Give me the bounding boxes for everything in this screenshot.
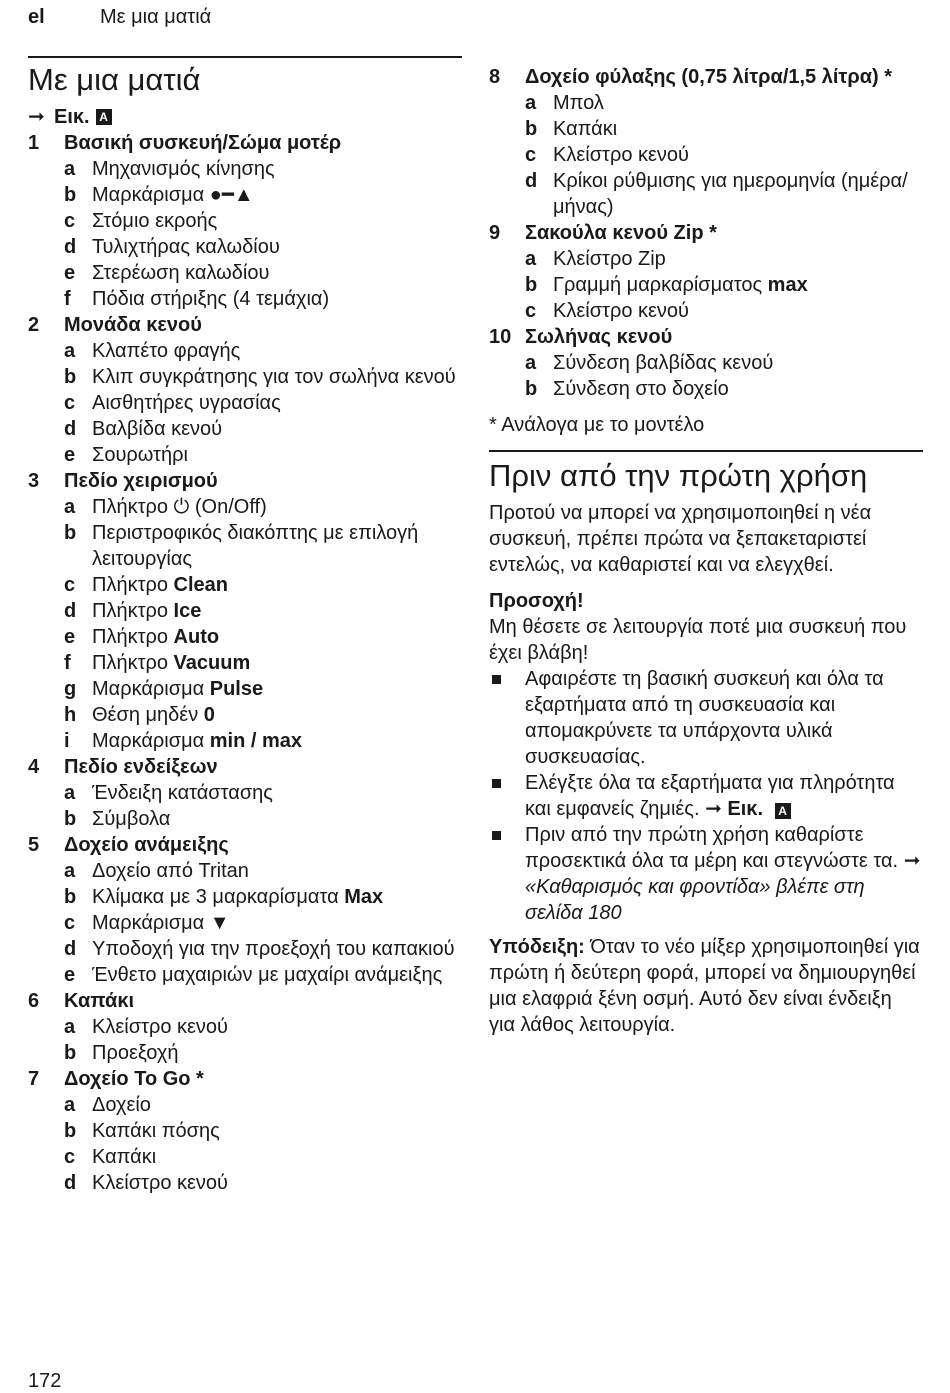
figure-reference bbox=[28, 104, 462, 130]
figure-letter-badge: A bbox=[96, 109, 112, 125]
intro-paragraph: Προτού να μπορεί να χρησιμοποιηθεί η νέα συσκευή, πρέπει πρώτα να ξεπακεταριστεί εντελώς, να καθαριστεί και να ελεγχθεί. bbox=[489, 502, 872, 576]
parts-list-left bbox=[28, 130, 462, 1196]
item-text: Κλιπ συγκράτησης για τον σωλήνα κενού bbox=[92, 366, 456, 388]
figure-ref-label: Εικ. bbox=[727, 798, 764, 820]
item-letter: d bbox=[64, 418, 77, 440]
list-item bbox=[28, 208, 462, 234]
item-label-bold: Pulse bbox=[209, 678, 264, 700]
item-letter: d bbox=[64, 1172, 77, 1194]
list-item bbox=[489, 168, 923, 220]
item-text: Αισθητήρες υγρασίας bbox=[92, 392, 281, 414]
item-text: Στερέωση καλωδίου bbox=[92, 262, 270, 284]
item-text: Μαρκάρισμα bbox=[92, 678, 210, 700]
page-header bbox=[28, 6, 212, 29]
item-letter: a bbox=[64, 1094, 76, 1116]
arrow-right-icon: ➞ bbox=[28, 106, 45, 128]
list-item bbox=[489, 298, 923, 324]
item-letter: a bbox=[64, 782, 76, 804]
item-text: Ένδειξη κατάστασης bbox=[92, 782, 273, 804]
list-item bbox=[28, 702, 462, 728]
item-text: Προεξοχή bbox=[92, 1042, 179, 1064]
list-item bbox=[28, 156, 462, 182]
item-letter: c bbox=[64, 574, 76, 596]
part-group bbox=[489, 324, 923, 350]
item-text: Κλείστρο κενού bbox=[92, 1172, 228, 1194]
model-footnote: * Ανάλογα με το μοντέλο bbox=[489, 414, 705, 436]
item-letter: g bbox=[64, 678, 77, 700]
item-letter: e bbox=[64, 964, 76, 986]
list-item bbox=[28, 416, 462, 442]
list-item bbox=[489, 272, 923, 298]
item-letter: c bbox=[64, 392, 76, 414]
section-heading-overview: Με μια ματιά bbox=[28, 62, 201, 97]
list-item bbox=[28, 884, 462, 910]
list-item bbox=[28, 182, 462, 208]
item-label-bold: Auto bbox=[173, 626, 220, 648]
item-text: Στόμιο εκροής bbox=[92, 210, 218, 232]
list-item bbox=[489, 666, 923, 770]
item-letter: a bbox=[64, 158, 76, 180]
item-text: Πλήκτρο ⏻ (On/Off) bbox=[92, 496, 267, 518]
bullet-text: Πριν από την πρώτη χρήση καθαρίστε προσεκτικά όλα τα μέρη και στεγνώστε τα. bbox=[525, 824, 899, 872]
item-letter: e bbox=[64, 262, 76, 284]
part-number: 8 bbox=[489, 66, 501, 88]
part-title: Μονάδα κενού bbox=[64, 314, 202, 336]
list-item bbox=[28, 624, 462, 650]
list-item bbox=[28, 520, 462, 572]
list-item bbox=[489, 142, 923, 168]
parts-list-right bbox=[489, 64, 923, 402]
list-item bbox=[28, 364, 462, 390]
item-label-bold: max bbox=[767, 274, 808, 296]
item-text: Σύνδεση στο δοχείο bbox=[553, 378, 729, 400]
item-text: Πλήκτρο bbox=[92, 626, 174, 648]
item-label-bold: Vacuum bbox=[173, 652, 251, 674]
part-number: 4 bbox=[28, 756, 40, 778]
item-letter: b bbox=[64, 886, 77, 908]
item-text: Κλίμακα με 3 μαρκαρίσματα bbox=[92, 886, 345, 908]
item-text: Κρίκοι ρύθμισης για ημερομηνία (ημέρα/μήνας) bbox=[553, 170, 908, 218]
header-title: Με μια ματιά bbox=[100, 6, 212, 28]
part-group bbox=[28, 754, 462, 780]
item-text: Κλείστρο κενού bbox=[553, 300, 689, 322]
part-group bbox=[489, 220, 923, 246]
list-item bbox=[489, 376, 923, 402]
figure-ref-label: Εικ. bbox=[54, 106, 90, 128]
item-letter: a bbox=[64, 496, 76, 518]
part-group bbox=[28, 130, 462, 156]
item-text: Κλαπέτο φραγής bbox=[92, 340, 241, 362]
list-item bbox=[28, 858, 462, 884]
item-letter: b bbox=[64, 808, 77, 830]
part-number: 10 bbox=[489, 326, 512, 348]
item-text: Κλείστρο Zip bbox=[553, 248, 666, 270]
tip-label: Υπόδειξη: bbox=[489, 936, 585, 958]
item-letter: b bbox=[64, 366, 77, 388]
item-text: Πόδια στήριξης (4 τεμάχια) bbox=[92, 288, 330, 310]
list-item bbox=[489, 90, 923, 116]
language-code: el bbox=[28, 6, 45, 28]
section-rule bbox=[28, 56, 462, 58]
item-text: Πλήκτρο bbox=[92, 652, 174, 674]
part-title: Βασική συσκευή/Σώμα μοτέρ bbox=[64, 132, 342, 154]
instruction-list bbox=[489, 666, 923, 926]
item-text: Ένθετο μαχαιριών με μαχαίρι ανάμειξης bbox=[92, 964, 443, 986]
list-item bbox=[28, 650, 462, 676]
part-title: Δοχείο φύλαξης (0,75 λίτρα/1,5 λίτρα) * bbox=[525, 66, 893, 88]
section-rule bbox=[489, 450, 923, 452]
cross-reference-link[interactable]: «Καθαρισμός και φροντίδα» βλέπε στη σελίδα 180 bbox=[525, 876, 865, 924]
item-letter: d bbox=[64, 236, 77, 258]
bullet-text: Αφαιρέστε τη βασική συσκευή και όλα τα εξαρτήματα από τη συσκευασία και απομακρύνετε τα υπάρχοντα υλικά συσκευασίας. bbox=[525, 668, 884, 768]
item-label-bold: Max bbox=[344, 886, 384, 908]
list-item bbox=[489, 770, 923, 822]
page-number: 172 bbox=[28, 1370, 62, 1392]
item-letter: a bbox=[525, 352, 537, 374]
list-item bbox=[28, 1092, 462, 1118]
figure-letter-badge: A bbox=[775, 803, 791, 819]
list-item bbox=[28, 494, 462, 520]
list-item bbox=[28, 806, 462, 832]
item-text: Υποδοχή για την προεξοχή του καπακιού bbox=[92, 938, 455, 960]
item-text: Καπάκι πόσης bbox=[92, 1120, 220, 1142]
bullet-square-icon bbox=[489, 770, 525, 822]
part-number: 2 bbox=[28, 314, 40, 336]
item-letter: b bbox=[64, 1120, 77, 1142]
item-letter: f bbox=[64, 288, 71, 310]
item-letter: f bbox=[64, 652, 71, 674]
part-title: Σωλήνας κενού bbox=[525, 326, 673, 348]
item-letter: b bbox=[525, 274, 538, 296]
item-letter: h bbox=[64, 704, 77, 726]
item-letter: d bbox=[64, 600, 77, 622]
item-label-bold: min / max bbox=[209, 730, 302, 752]
list-item bbox=[28, 962, 462, 988]
item-text: Πλήκτρο bbox=[92, 574, 174, 596]
item-text: Θέση μηδέν bbox=[92, 704, 204, 726]
item-text: Πλήκτρο bbox=[92, 600, 174, 622]
item-label-bold: Clean bbox=[173, 574, 228, 596]
list-item bbox=[489, 116, 923, 142]
list-item bbox=[489, 350, 923, 376]
list-item bbox=[28, 676, 462, 702]
list-item bbox=[489, 822, 923, 926]
item-text: Τυλιχτήρας καλωδίου bbox=[92, 236, 280, 258]
part-number: 7 bbox=[28, 1068, 40, 1090]
item-letter: c bbox=[64, 912, 76, 934]
bullet-square-icon bbox=[489, 666, 525, 770]
item-text: Βαλβίδα κενού bbox=[92, 418, 223, 440]
item-letter: b bbox=[64, 522, 77, 544]
tip-text: Όταν το νέο μίξερ χρησιμοποιηθεί για πρώτη ή δεύτερη φορά, μπορεί να δημιουργηθεί μια ελαφριά ξένη οσμή. Αυτό δεν είναι ένδειξη για λάθος λειτουργία. bbox=[489, 936, 920, 1036]
list-item bbox=[28, 572, 462, 598]
part-number: 3 bbox=[28, 470, 40, 492]
list-item bbox=[28, 1040, 462, 1066]
list-item bbox=[28, 286, 462, 312]
part-group bbox=[28, 988, 462, 1014]
part-group bbox=[489, 64, 923, 90]
list-item bbox=[28, 338, 462, 364]
tip-paragraph bbox=[489, 934, 923, 1038]
list-item bbox=[28, 780, 462, 806]
item-text: Μαρκάρισμα ▼ bbox=[92, 912, 230, 934]
part-group bbox=[28, 468, 462, 494]
list-item bbox=[28, 234, 462, 260]
part-title: Πεδίο ενδείξεων bbox=[64, 756, 218, 778]
list-item bbox=[28, 260, 462, 286]
item-letter: b bbox=[525, 378, 538, 400]
item-letter: d bbox=[525, 170, 538, 192]
list-item bbox=[28, 390, 462, 416]
item-letter: a bbox=[64, 340, 76, 362]
list-item bbox=[28, 910, 462, 936]
list-item bbox=[28, 1170, 462, 1196]
item-letter: a bbox=[64, 1016, 76, 1038]
part-title: Δοχείο ανάμειξης bbox=[64, 834, 229, 856]
item-letter: b bbox=[64, 1042, 77, 1064]
item-letter: e bbox=[64, 626, 76, 648]
list-item bbox=[489, 246, 923, 272]
item-text: Δοχείο από Tritan bbox=[92, 860, 249, 882]
part-group bbox=[28, 1066, 462, 1092]
item-label-bold: 0 bbox=[203, 704, 215, 726]
list-item bbox=[28, 1014, 462, 1040]
item-letter: e bbox=[64, 444, 76, 466]
item-text: Καπάκι bbox=[92, 1146, 157, 1168]
item-letter: c bbox=[64, 210, 76, 232]
item-letter: a bbox=[525, 248, 537, 270]
part-number: 9 bbox=[489, 222, 501, 244]
bullet-square-icon bbox=[489, 822, 525, 926]
arrow-right-icon: ➞ bbox=[705, 798, 728, 820]
right-column bbox=[489, 64, 923, 1038]
part-title: Δοχείο To Go * bbox=[64, 1068, 204, 1090]
bullet-text: Ελέγξτε όλα τα εξαρτήματα για πληρότητα και εμφανείς ζημιές. bbox=[525, 772, 895, 820]
item-text: Κλείστρο κενού bbox=[553, 144, 689, 166]
item-letter: a bbox=[64, 860, 76, 882]
item-text: Μηχανισμός κίνησης bbox=[92, 158, 275, 180]
item-letter: b bbox=[64, 184, 77, 206]
item-text: Δοχείο bbox=[92, 1094, 151, 1116]
list-item bbox=[28, 728, 462, 754]
list-item bbox=[28, 1144, 462, 1170]
item-letter: b bbox=[525, 118, 538, 140]
part-title: Πεδίο χειρισμού bbox=[64, 470, 218, 492]
item-text: Σουρωτήρι bbox=[92, 444, 188, 466]
warning-title: Προσοχή! bbox=[489, 590, 584, 612]
item-letter: a bbox=[525, 92, 537, 114]
item-text: Μπολ bbox=[553, 92, 604, 114]
item-letter: c bbox=[525, 144, 537, 166]
list-item bbox=[28, 442, 462, 468]
part-group bbox=[28, 832, 462, 858]
item-text: Γραμμή μαρκαρίσματος bbox=[553, 274, 768, 296]
item-text: Περιστροφικός διακόπτης με επιλογή λειτουργίας bbox=[92, 522, 424, 570]
left-column bbox=[28, 56, 462, 1196]
arrow-right-icon: ➞ bbox=[903, 850, 921, 872]
part-number: 5 bbox=[28, 834, 40, 856]
item-text: Καπάκι bbox=[553, 118, 618, 140]
part-title: Καπάκι bbox=[64, 990, 135, 1012]
warning-text: Μη θέσετε σε λειτουργία ποτέ μια συσκευή που έχει βλάβη! bbox=[489, 616, 907, 664]
part-number: 6 bbox=[28, 990, 40, 1012]
item-text: Μαρκάρισμα ●━▲ bbox=[92, 184, 254, 206]
item-text: Σύνδεση βαλβίδας κενού bbox=[553, 352, 774, 374]
item-text: Σύμβολα bbox=[92, 808, 171, 830]
item-label-bold: Ice bbox=[173, 600, 202, 622]
list-item bbox=[28, 1118, 462, 1144]
part-title: Σακούλα κενού Zip * bbox=[525, 222, 717, 244]
item-letter: d bbox=[64, 938, 77, 960]
part-number: 1 bbox=[28, 132, 40, 154]
item-letter: c bbox=[525, 300, 537, 322]
item-letter: i bbox=[64, 730, 70, 752]
item-text: Μαρκάρισμα bbox=[92, 730, 210, 752]
item-text: Κλείστρο κενού bbox=[92, 1016, 228, 1038]
item-letter: c bbox=[64, 1146, 76, 1168]
list-item bbox=[28, 598, 462, 624]
list-item bbox=[28, 936, 462, 962]
section-heading-first-use: Πριν από την πρώτη χρήση bbox=[489, 458, 868, 493]
part-group bbox=[28, 312, 462, 338]
